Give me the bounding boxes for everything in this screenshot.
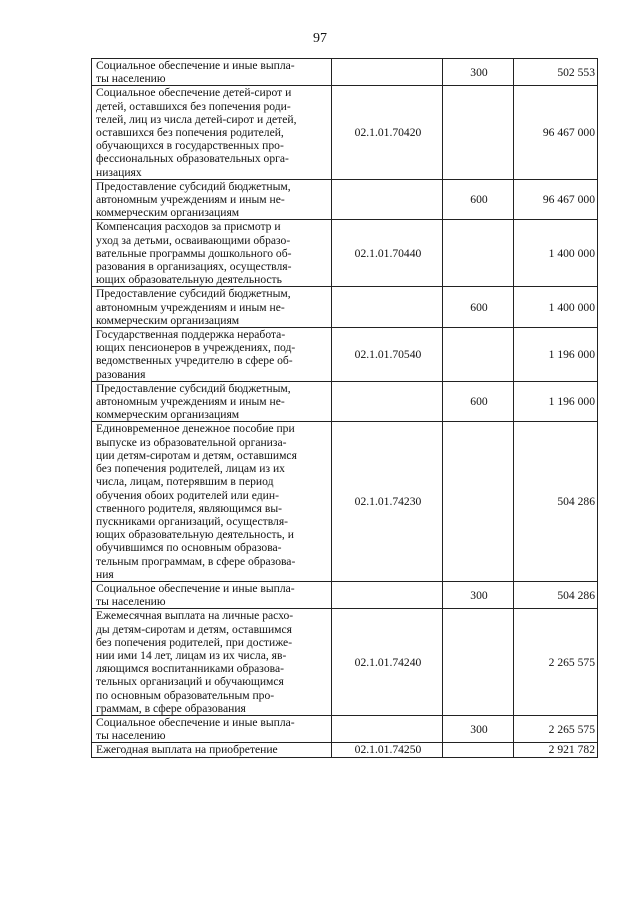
table-row [92, 715, 598, 742]
amount-cell: 2 265 575 [514, 715, 598, 742]
expense-type-cell: 600 [443, 179, 514, 220]
amount-cell: 1 400 000 [514, 287, 598, 328]
target-code-cell [332, 179, 443, 220]
target-code-cell: 02.1.01.70440 [332, 220, 443, 287]
expense-name-cell: Единовременное денежное пособие при выпуске из образовательной организа- ции детям-сиротам и детям, оставшимся без попечения родителей, лицам из их числа, лицам, потерявшим в период обучения обоих родителей или един- ственного родителя, являющимся вы- пускниками организаций, осуществля- ющих образовательную деятельность, и обучившимся по основным образова- тельным программам, в сфере образова- ния [92, 422, 332, 581]
amount-cell: 504 286 [514, 581, 598, 608]
table-row [92, 743, 598, 757]
expense-type-cell: 300 [443, 59, 514, 86]
expense-name-cell: Ежемесячная выплата на личные расхо- ды детям-сиротам и детям, оставшимся без попечения родителей, при достиже- нии ими 14 лет, лицам из их числа, яв- ляющимся воспитанниками образова- тельных организаций и обучающимся по основным образовательным про- граммам, в сфере образования [92, 609, 332, 716]
table-body [92, 59, 598, 758]
amount-cell: 96 467 000 [514, 179, 598, 220]
amount-cell: 2 265 575 [514, 609, 598, 716]
expense-name-cell: Социальное обеспечение и иные выпла- ты населению [92, 715, 332, 742]
amount-cell: 2 921 782 [514, 743, 598, 757]
expense-type-cell: 300 [443, 581, 514, 608]
target-code-cell: 02.1.01.74250 [332, 743, 443, 757]
table-row [92, 422, 598, 581]
amount-cell: 96 467 000 [514, 86, 598, 179]
target-code-cell: 02.1.01.70540 [332, 328, 443, 382]
expense-name-cell: Социальное обеспечение и иные выпла- ты населению [92, 59, 332, 86]
page-number: 97 [313, 31, 327, 46]
table-row [92, 328, 598, 382]
table-row [92, 179, 598, 220]
expense-name-cell: Государственная поддержка неработа- ющих пенсионеров в учреждениях, под- ведомственных учредителю в сфере об- разования [92, 328, 332, 382]
expense-type-cell [443, 328, 514, 382]
target-code-cell [332, 715, 443, 742]
expense-name-cell: Предоставление субсидий бюджетным, автономным учреждениям и иным не- коммерческим организациям [92, 381, 332, 422]
expense-name-cell: Ежегодная выплата на приобретение [92, 743, 332, 757]
expense-type-cell: 300 [443, 715, 514, 742]
target-code-cell [332, 381, 443, 422]
expense-name-cell: Предоставление субсидий бюджетным, автономным учреждениям и иным не- коммерческим организациям [92, 287, 332, 328]
expense-name-cell: Социальное обеспечение детей-сирот и детей, оставшихся без попечения роди- телей, лиц из числа детей-сирот и детей, оставшихся без попечения родителей, обучающихся в государственных про- фессиональных образовательных орга- низациях [92, 86, 332, 179]
table-row [92, 59, 598, 86]
target-code-cell [332, 287, 443, 328]
table-row [92, 609, 598, 716]
table-row [92, 581, 598, 608]
table-row [92, 86, 598, 179]
target-code-cell: 02.1.01.70420 [332, 86, 443, 179]
expense-name-cell: Социальное обеспечение и иные выпла- ты населению [92, 581, 332, 608]
expense-type-cell [443, 609, 514, 716]
expense-type-cell: 600 [443, 287, 514, 328]
table-row [92, 381, 598, 422]
target-code-cell [332, 581, 443, 608]
table-row [92, 220, 598, 287]
amount-cell: 1 196 000 [514, 381, 598, 422]
expense-type-cell [443, 743, 514, 757]
expense-name-cell: Предоставление субсидий бюджетным, автономным учреждениям и иным не- коммерческим организациям [92, 179, 332, 220]
amount-cell: 504 286 [514, 422, 598, 581]
expense-type-cell [443, 220, 514, 287]
table-row [92, 287, 598, 328]
target-code-cell: 02.1.01.74240 [332, 609, 443, 716]
expense-type-cell [443, 86, 514, 179]
expense-type-cell: 600 [443, 381, 514, 422]
amount-cell: 502 553 [514, 59, 598, 86]
target-code-cell: 02.1.01.74230 [332, 422, 443, 581]
amount-cell: 1 400 000 [514, 220, 598, 287]
amount-cell: 1 196 000 [514, 328, 598, 382]
budget-table [91, 58, 598, 758]
target-code-cell [332, 59, 443, 86]
expense-type-cell [443, 422, 514, 581]
expense-name-cell: Компенсация расходов за присмотр и уход за детьми, осваивающими образо- вательные программы дошкольного об- разования в организациях, осуществля- ющих образовательную деятельность [92, 220, 332, 287]
